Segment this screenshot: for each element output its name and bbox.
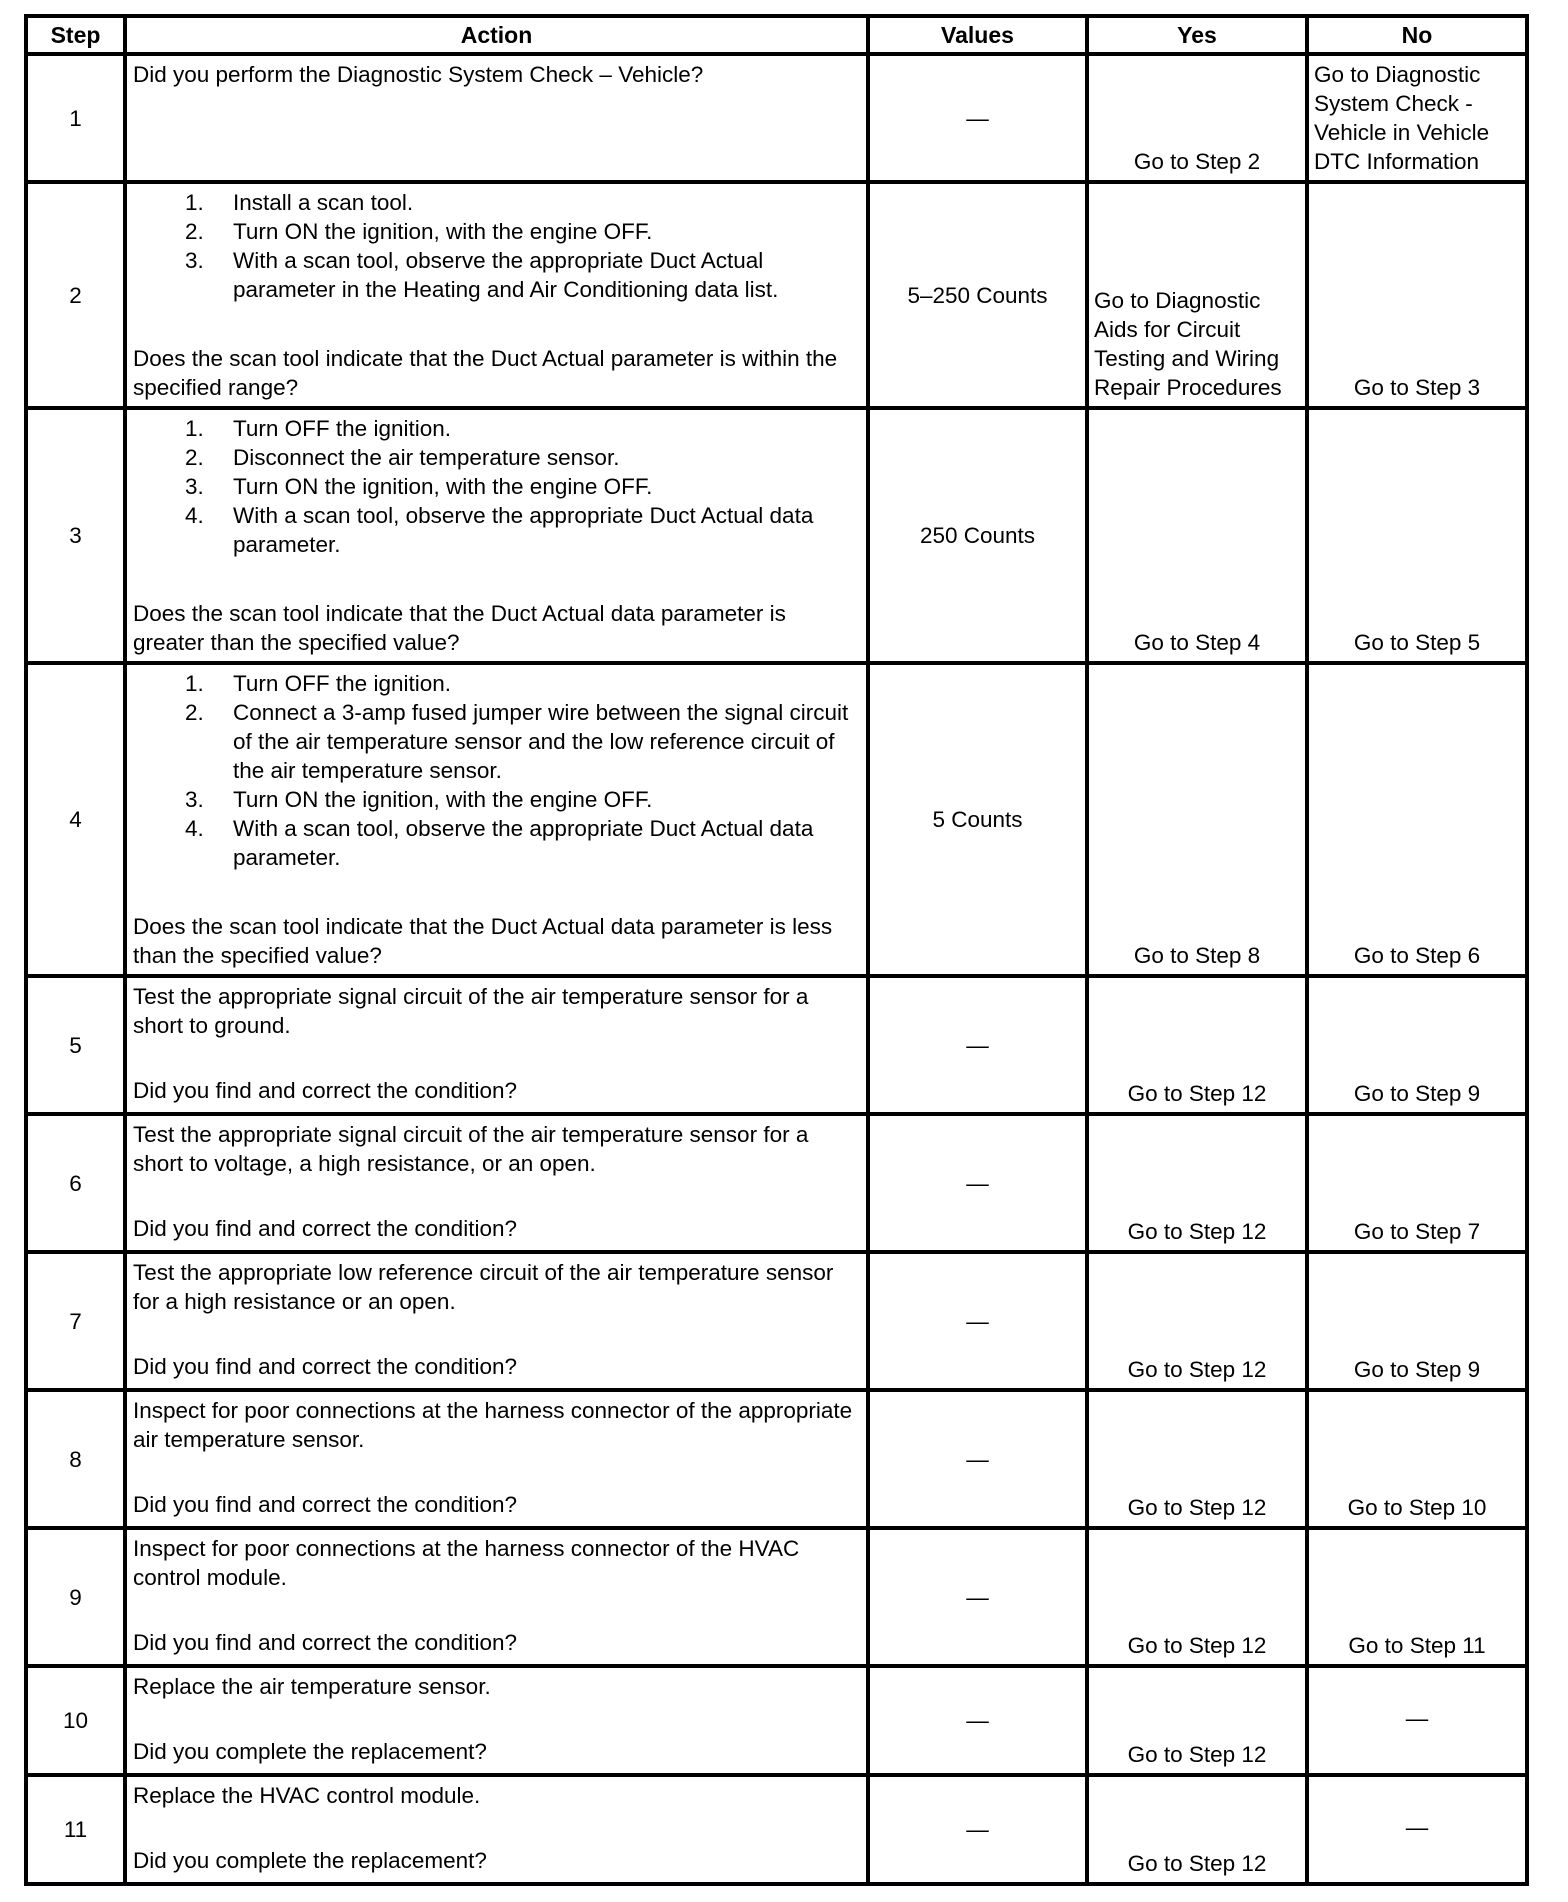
action-question: Did you find and correct the condition? — [133, 1492, 517, 1517]
table-row — [26, 1114, 1527, 1252]
value-cell: — — [868, 54, 1087, 182]
value-cell: — — [868, 1775, 1087, 1884]
table-row — [26, 1666, 1527, 1775]
no-cell: Go to Step 11 — [1307, 1528, 1527, 1666]
value-cell: — — [868, 1252, 1087, 1390]
step-number: 10 — [26, 1666, 125, 1775]
table-header-row — [26, 16, 1527, 54]
table-row — [26, 408, 1527, 663]
yes-cell: Go to Step 12 — [1087, 1775, 1307, 1884]
list-item: 2. Connect a 3-amp fused jumper wire between the signal circuit of the air temperature sensor and the low reference circuit of the air temperature sensor. — [185, 700, 849, 783]
step-number: 3 — [26, 408, 125, 663]
action-intro: Did you perform the Diagnostic System Check – Vehicle? — [133, 62, 704, 87]
list-item: 4. With a scan tool, observe the appropriate Duct Actual data parameter. — [185, 816, 814, 870]
header-action: Action — [125, 16, 868, 54]
yes-cell: Go to Step 12 — [1087, 976, 1307, 1114]
action-cell — [125, 1775, 868, 1884]
list-item: 1. Install a scan tool. — [185, 190, 414, 215]
no-cell: — — [1307, 1666, 1527, 1775]
yes-cell: Go to Step 12 — [1087, 1252, 1307, 1390]
value-cell: — — [868, 1666, 1087, 1775]
action-cell — [125, 1390, 868, 1528]
action-question: Does the scan tool indicate that the Duct Actual data parameter is less than the specified value? — [133, 914, 833, 968]
action-intro: Test the appropriate signal circuit of the air temperature sensor for a short to ground. — [133, 984, 809, 1038]
value-cell: — — [868, 1528, 1087, 1666]
action-question: Did you find and correct the condition? — [133, 1216, 517, 1241]
value-cell: — — [868, 1390, 1087, 1528]
value-cell: — — [868, 976, 1087, 1114]
value-cell: — — [868, 1114, 1087, 1252]
no-cell: — — [1307, 1775, 1527, 1884]
action-intro: Test the appropriate low reference circuit of the air temperature sensor for a high resistance or an open. — [133, 1260, 834, 1314]
table-row — [26, 54, 1527, 182]
step-number: 6 — [26, 1114, 125, 1252]
yes-cell: Go to Step 8 — [1087, 663, 1307, 976]
list-item: 3. Turn ON the ignition, with the engine OFF. — [185, 474, 653, 499]
action-cell — [125, 976, 868, 1114]
action-cell — [125, 182, 868, 408]
action-intro: Replace the air temperature sensor. — [133, 1674, 491, 1699]
step-number: 7 — [26, 1252, 125, 1390]
action-cell — [125, 1666, 868, 1775]
list-item: 1. Turn OFF the ignition. — [185, 416, 452, 441]
yes-cell: Go to Step 12 — [1087, 1114, 1307, 1252]
action-intro: Inspect for poor connections at the harness connector of the HVAC control module. — [133, 1536, 800, 1590]
yes-cell: Go to Step 12 — [1087, 1390, 1307, 1528]
table-row — [26, 1775, 1527, 1884]
action-steps-list — [133, 188, 862, 304]
yes-cell: Go to Step 12 — [1087, 1528, 1307, 1666]
table-row — [26, 663, 1527, 976]
action-question: Did you complete the replacement? — [133, 1848, 487, 1873]
no-cell: Go to Step 5 — [1307, 408, 1527, 663]
action-question: Did you find and correct the condition? — [133, 1354, 517, 1379]
header-no: No — [1307, 16, 1527, 54]
action-question: Did you find and correct the condition? — [133, 1630, 517, 1655]
diagnostic-table — [24, 14, 1529, 1886]
list-item: 4. With a scan tool, observe the appropriate Duct Actual data parameter. — [185, 503, 814, 557]
action-question: Does the scan tool indicate that the Duct Actual data parameter is greater than the specified value? — [133, 601, 786, 655]
list-item: 3. With a scan tool, observe the appropriate Duct Actual parameter in the Heating and Air Conditioning data list. — [185, 248, 779, 302]
action-intro: Inspect for poor connections at the harness connector of the appropriate air temperature sensor. — [133, 1398, 853, 1452]
yes-cell: Go to Step 4 — [1087, 408, 1307, 663]
no-cell: Go to Step 9 — [1307, 1252, 1527, 1390]
no-cell: Go to Step 3 — [1307, 182, 1527, 408]
no-cell: Go to Diagnostic System Check - Vehicle in Vehicle DTC Information — [1307, 54, 1527, 182]
action-cell — [125, 663, 868, 976]
action-cell — [125, 408, 868, 663]
step-number: 1 — [26, 54, 125, 182]
action-cell — [125, 1114, 868, 1252]
no-cell: Go to Step 9 — [1307, 976, 1527, 1114]
no-cell: Go to Step 10 — [1307, 1390, 1527, 1528]
action-cell — [125, 1528, 868, 1666]
step-number: 4 — [26, 663, 125, 976]
list-item: 1. Turn OFF the ignition. — [185, 671, 452, 696]
action-question: Did you find and correct the condition? — [133, 1078, 517, 1103]
header-step: Step — [26, 16, 125, 54]
table-row — [26, 1390, 1527, 1528]
no-cell: Go to Step 7 — [1307, 1114, 1527, 1252]
table-row — [26, 1528, 1527, 1666]
yes-cell: Go to Step 12 — [1087, 1666, 1307, 1775]
action-cell — [125, 54, 868, 182]
action-question: Did you complete the replacement? — [133, 1739, 487, 1764]
step-number: 8 — [26, 1390, 125, 1528]
list-item: 2. Turn ON the ignition, with the engine OFF. — [185, 219, 653, 244]
list-item: 2. Disconnect the air temperature sensor. — [185, 445, 620, 470]
header-yes: Yes — [1087, 16, 1307, 54]
table-row — [26, 182, 1527, 408]
value-cell: 250 Counts — [868, 408, 1087, 663]
action-steps-list — [133, 669, 862, 872]
yes-cell: Go to Diagnostic Aids for Circuit Testing and Wiring Repair Procedures — [1087, 182, 1307, 408]
action-intro: Test the appropriate signal circuit of the air temperature sensor for a short to voltage, a high resistance, or an open. — [133, 1122, 809, 1176]
action-intro: Replace the HVAC control module. — [133, 1783, 481, 1808]
yes-cell: Go to Step 2 — [1087, 54, 1307, 182]
action-question: Does the scan tool indicate that the Duct Actual parameter is within the specified range? — [133, 346, 838, 400]
action-cell — [125, 1252, 868, 1390]
diagnostic-table-wrapper — [24, 14, 1525, 1886]
table-row — [26, 976, 1527, 1114]
table-row — [26, 1252, 1527, 1390]
header-values: Values — [868, 16, 1087, 54]
step-number: 2 — [26, 182, 125, 408]
action-steps-list — [133, 414, 862, 559]
step-number: 11 — [26, 1775, 125, 1884]
list-item: 3. Turn ON the ignition, with the engine OFF. — [185, 787, 653, 812]
step-number: 5 — [26, 976, 125, 1114]
value-cell: 5 Counts — [868, 663, 1087, 976]
step-number: 9 — [26, 1528, 125, 1666]
value-cell: 5–250 Counts — [868, 182, 1087, 408]
no-cell: Go to Step 6 — [1307, 663, 1527, 976]
